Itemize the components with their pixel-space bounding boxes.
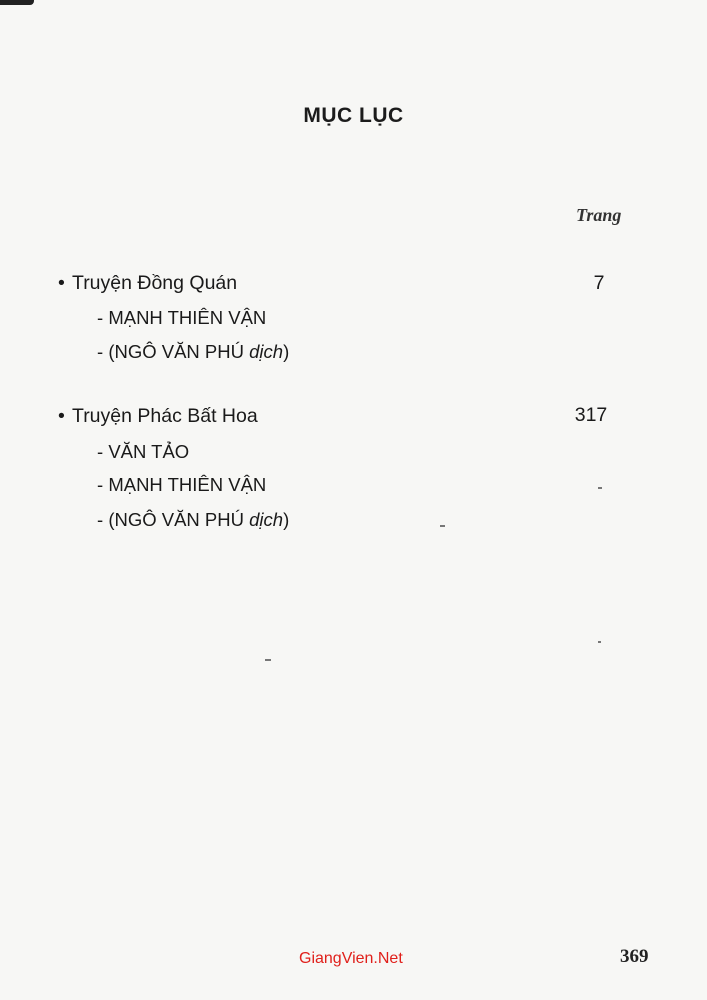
page-number: 369 (620, 946, 649, 967)
bullet-icon: • (58, 272, 65, 294)
author-text: MẠNH THIÊN VẬN (108, 307, 267, 328)
closing-paren: ) (283, 509, 290, 530)
translator-text: (NGÔ VĂN PHÚ (108, 509, 250, 530)
toc-entry-author (97, 441, 189, 463)
scan-speck (598, 641, 601, 643)
toc-entry-page: 317 (574, 404, 608, 426)
toc-entry-translator (97, 509, 289, 531)
dash: - (97, 341, 109, 362)
dash: - (97, 307, 109, 328)
scan-corner-mark (0, 0, 34, 5)
toc-entry-translator (97, 341, 289, 363)
toc-entry-page: 7 (593, 272, 605, 294)
entry-title-text: Truyện Đồng Quán (72, 272, 238, 294)
toc-heading: MỤC LỤC (303, 104, 404, 127)
page-column-label: Trang (576, 205, 622, 225)
translator-role: dịch (249, 341, 284, 362)
translator-text: (NGÔ VĂN PHÚ (108, 341, 250, 362)
entry-title-text: Truyện Phác Bất Hoa (72, 405, 258, 427)
author-text: VĂN TẢO (108, 441, 190, 462)
closing-paren: ) (283, 341, 290, 362)
dash: - (97, 441, 109, 462)
author-text: MẠNH THIÊN VẬN (108, 474, 267, 495)
dash: - (97, 509, 109, 530)
toc-entry-author (97, 474, 266, 496)
bullet-icon: • (58, 405, 65, 427)
watermark: GiangVien.Net (299, 950, 403, 967)
scan-speck (598, 487, 602, 489)
toc-entry-title (58, 272, 237, 295)
translator-role: dịch (249, 509, 284, 530)
toc-entry-author (97, 307, 266, 329)
toc-entry-title (58, 405, 258, 428)
dash: - (97, 474, 109, 495)
scan-speck (265, 659, 271, 661)
scan-speck (440, 525, 445, 527)
